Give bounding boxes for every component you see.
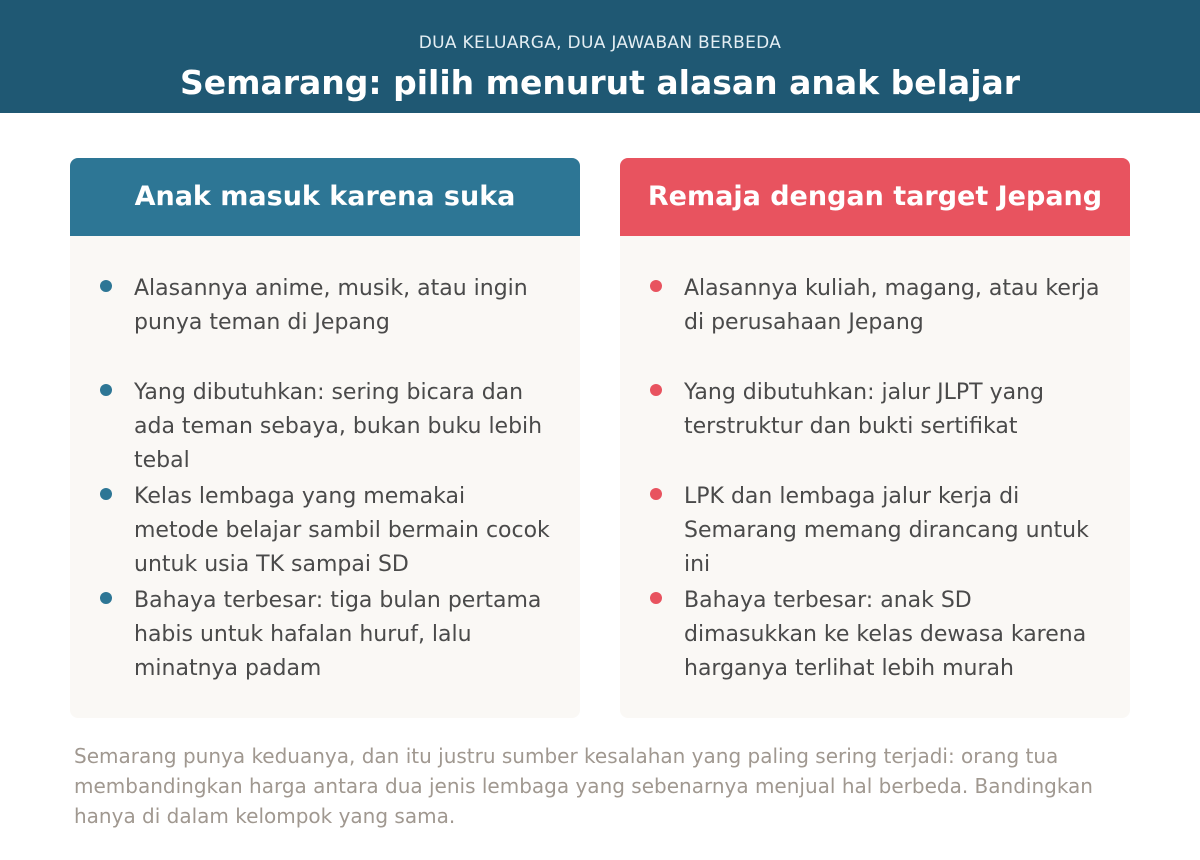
list-item: LPK dan lembaga jalur kerja di Semarang memang dirancang untuk ini bbox=[684, 484, 1089, 577]
bullet-dot-icon bbox=[100, 280, 112, 292]
bullet-dot-icon bbox=[650, 592, 662, 604]
list-item: Yang dibutuhkan: sering bicara dan ada teman sebaya, bukan buku lebih tebal bbox=[134, 380, 543, 473]
card-japan-target bbox=[620, 158, 1130, 718]
header-banner bbox=[0, 0, 1200, 113]
bullet-dot-icon bbox=[650, 280, 662, 292]
page-title: Semarang: pilih menurut alasan anak belajar bbox=[179, 63, 1021, 102]
card-title: Anak masuk karena suka bbox=[70, 158, 580, 236]
card-title: Remaja dengan target Jepang bbox=[620, 158, 1130, 236]
list-item: Alasannya anime, musik, atau ingin punya teman di Jepang bbox=[134, 276, 528, 335]
list-item: Bahaya terbesar: tiga bulan pertama habis untuk hafalan huruf, lalu minatnya padam bbox=[134, 588, 542, 681]
card-fun-learners bbox=[70, 158, 580, 718]
bullet-dot-icon bbox=[100, 384, 112, 396]
list-item: Bahaya terbesar: anak SD dimasukkan ke kelas dewasa karena harganya terlihat lebih murah bbox=[684, 588, 1087, 681]
list-item: Alasannya kuliah, magang, atau kerja di perusahaan Jepang bbox=[684, 276, 1100, 335]
bullet-dot-icon bbox=[100, 592, 112, 604]
footer-note: Semarang punya keduanya, dan itu justru sumber kesalahan yang paling sering terjadi: orang tua membandingkan harga antara dua jenis lembaga yang sebenarnya menjual hal berbeda. Bandingkan hanya di dalam kelompok yang sama. bbox=[74, 744, 1093, 828]
list-item: Kelas lembaga yang memakai metode belajar sambil bermain cocok untuk usia TK sampai SD bbox=[134, 484, 550, 577]
bullet-dot-icon bbox=[100, 488, 112, 500]
list-item: Yang dibutuhkan: jalur JLPT yang terstruktur dan bukti sertifikat bbox=[684, 380, 1045, 439]
bullet-dot-icon bbox=[650, 488, 662, 500]
header-eyebrow: DUA KELUARGA, DUA JAWABAN BERBEDA bbox=[418, 33, 782, 53]
bullet-dot-icon bbox=[650, 384, 662, 396]
